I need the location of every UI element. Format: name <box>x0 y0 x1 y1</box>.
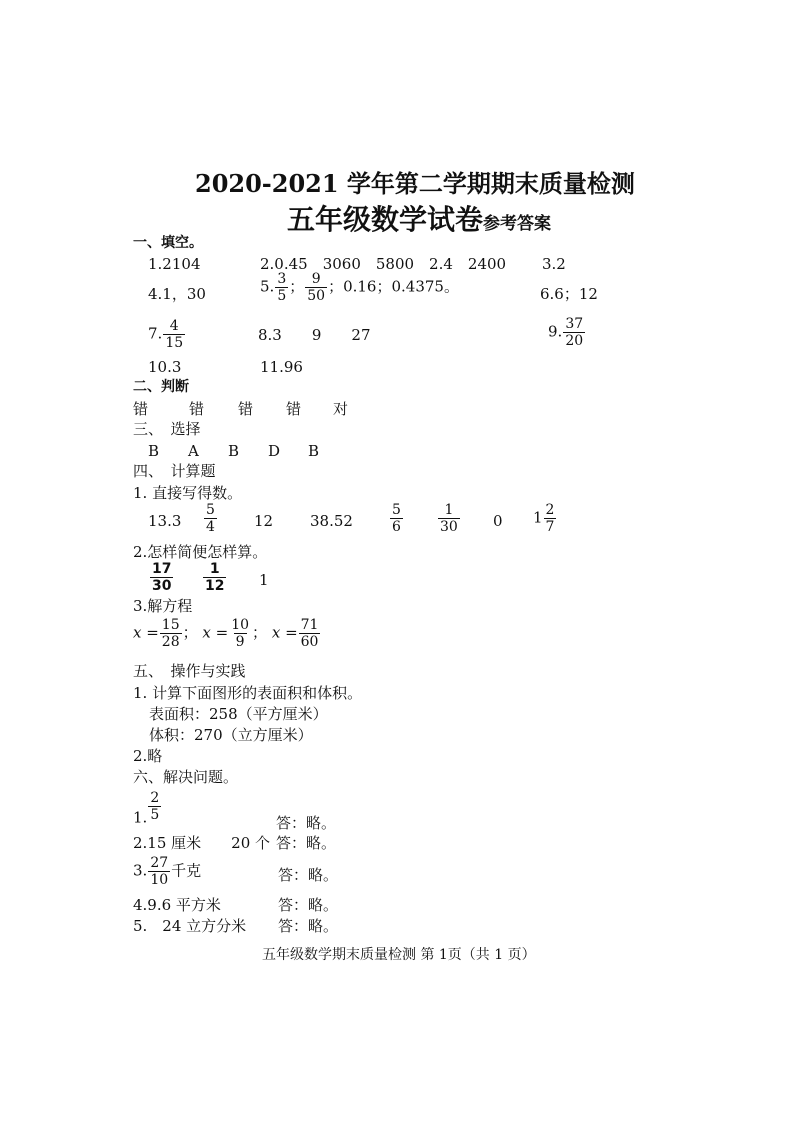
problem-3-answer: 答：略。 <box>278 866 339 884</box>
fraction: $\frac{2}{5}$ <box>150 790 160 823</box>
section4-sub1: 1. 直接写得数。 <box>133 484 243 502</box>
title-line2 <box>287 198 551 238</box>
section4-sub2: 2.怎样简便怎样算。 <box>133 543 268 561</box>
section5-sub1: 1. 计算下面图形的表面积和体积。 <box>133 684 363 702</box>
answer-1-2: 2.0.45 3060 5800 2.4 2400 <box>260 255 507 273</box>
answer-1-3: 3.2 <box>542 255 566 273</box>
answer-1-1: 1.2104 <box>148 255 201 273</box>
fraction: $\frac{5}{4}$ <box>206 502 215 535</box>
answer-1-7: 7. $\frac{4}{15}$ <box>148 318 184 351</box>
answer-1-10: 10.3 <box>148 358 182 376</box>
problem-3: 3. $\frac{27}{10}$ 千克 <box>133 855 202 888</box>
answer-1-5: 5. $\frac{3}{5}$ ； $\frac{9}{50}$ ；0.16；0.4375。 <box>260 271 459 304</box>
problem-4: 4.9.6 平方米 <box>133 896 221 914</box>
problem-1-answer: 答：略。 <box>276 814 337 832</box>
problem-5-answer: 答：略。 <box>278 917 339 935</box>
fraction: $\frac{1}{30}$ <box>440 502 458 535</box>
section4-heading: 四、 计算题 <box>133 462 216 480</box>
answer-1-9: 9. $\frac{37}{20}$ <box>548 316 584 349</box>
section5-sub2: 2.略 <box>133 747 163 765</box>
choice-answer: D <box>268 442 281 460</box>
calc-answer: 0 <box>493 512 503 530</box>
choice-answer: B <box>228 442 240 460</box>
equation-answers: x = $\frac{15}{28}$ ； x = $\frac{10}{9}$ ； x = $\frac{71}{60}$ <box>133 617 319 650</box>
calc-answer: 1 $\frac{2}{7}$ <box>533 502 555 535</box>
calc-answer <box>203 502 218 535</box>
section1-heading: 一、填空。 <box>133 235 203 251</box>
section6-heading: 六、解决问题。 <box>133 768 239 786</box>
title-main: 五年级数学试卷 <box>287 203 484 236</box>
calc-answer: 38.52 <box>310 512 353 530</box>
judge-answer: 错 <box>286 400 302 418</box>
answer-1-11: 11.96 <box>260 358 303 376</box>
choice-answer: A <box>188 442 199 460</box>
calc-answer <box>437 502 461 535</box>
section3-heading: 三、 选择 <box>133 420 201 438</box>
problem-4-answer: 答：略。 <box>278 896 339 914</box>
fraction: $\frac{15}{28}$ <box>161 617 180 650</box>
answer-1-4: 4.1，30 <box>148 285 206 303</box>
calc-answer: 1 <box>259 571 269 589</box>
surface-area: 表面积：258（平方厘米） <box>149 705 328 723</box>
problem-1: 1. $\frac{2}{5}$ <box>133 790 160 827</box>
problem-2-answer: 答：略。 <box>276 834 337 852</box>
calc-answer <box>389 502 404 535</box>
fraction: $\frac{3}{5}$ <box>277 271 287 304</box>
fraction: $\frac{17}{30}$ <box>152 561 172 594</box>
judge-answer: 对 <box>333 400 349 418</box>
fraction: $\frac{5}{6}$ <box>392 502 401 535</box>
title-line1: 2020-2021 学年第二学期期末质量检测 <box>195 169 635 198</box>
section5-heading: 五、 操作与实践 <box>133 662 246 680</box>
judge-answer: 错 <box>133 400 149 418</box>
title-subtitle: 参考答案 <box>483 214 552 234</box>
page-footer: 五年级数学期末质量检测 第 1页（共 1 页） <box>262 947 536 963</box>
problem-5: 5. 24 立方分米 <box>133 917 247 935</box>
fraction: $\frac{27}{10}$ <box>150 855 169 888</box>
fraction: $\frac{71}{60}$ <box>300 617 319 650</box>
fraction: $\frac{1}{12}$ <box>205 561 225 594</box>
calc-answer: 13.3 <box>148 512 182 530</box>
choice-answer: B <box>308 442 320 460</box>
calc-answer <box>202 561 227 594</box>
volume: 体积：270（立方厘米） <box>149 726 313 744</box>
calc-answer <box>149 561 174 594</box>
calc-answer: 12 <box>254 512 274 530</box>
answer-1-8: 8.3 9 27 <box>258 326 371 344</box>
problem-2: 2.15 厘米 20 个 <box>133 834 271 852</box>
fraction: $\frac{37}{20}$ <box>565 316 584 349</box>
judge-answer: 错 <box>238 400 254 418</box>
fraction: $\frac{2}{7}$ <box>545 502 555 535</box>
fraction: $\frac{9}{50}$ <box>307 271 326 304</box>
section4-sub3: 3.解方程 <box>133 597 193 615</box>
judge-answer: 错 <box>189 400 205 418</box>
fraction: $\frac{4}{15}$ <box>165 318 184 351</box>
fraction: $\frac{10}{9}$ <box>231 617 250 650</box>
answer-1-6: 6.6；12 <box>540 285 598 303</box>
section2-heading: 二、判断 <box>133 379 189 395</box>
choice-answer: B <box>148 442 160 460</box>
